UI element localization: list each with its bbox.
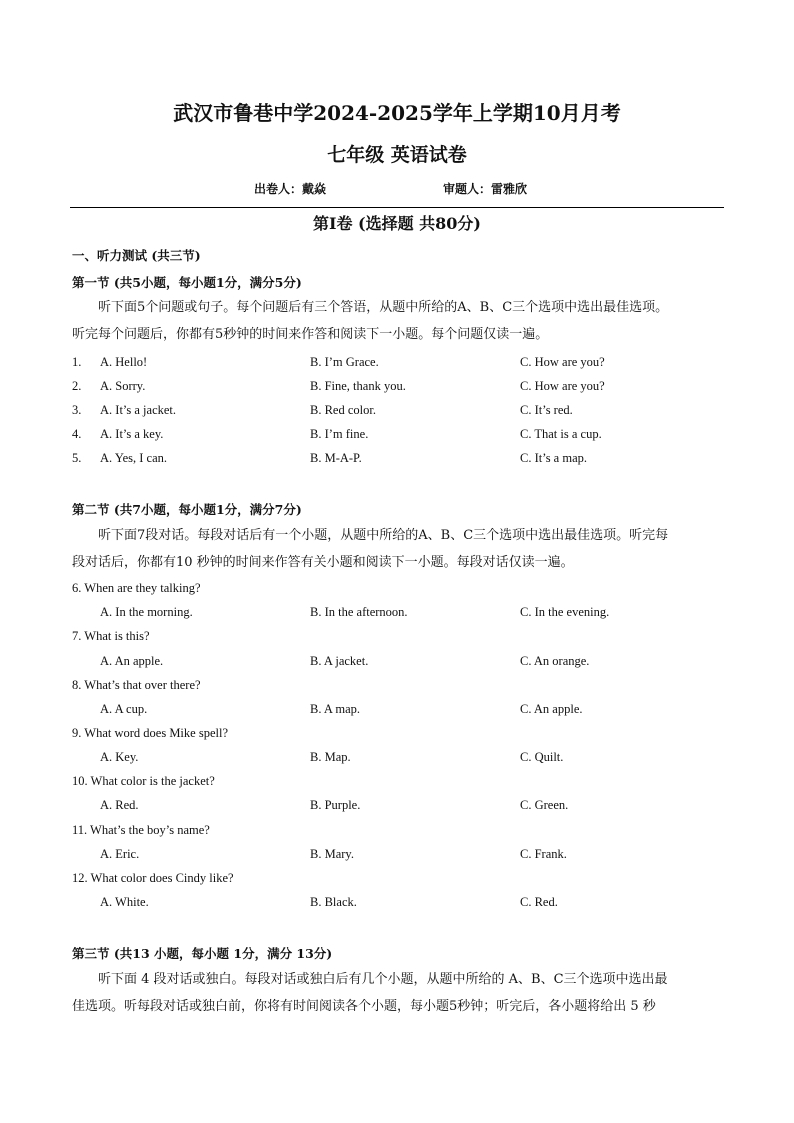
option-c: C. How are you? bbox=[520, 379, 605, 393]
sub3-heading: 第三节 (共13 小题，每小题 1分，满分 13分) bbox=[72, 946, 333, 961]
option-c: C. Frank. bbox=[520, 847, 567, 861]
question-number: 4. bbox=[72, 427, 82, 441]
option-a: A. Sorry. bbox=[100, 379, 146, 393]
sub3-instructions bbox=[72, 966, 726, 1020]
option-b: B. Map. bbox=[310, 750, 351, 764]
option-b: B. Purple. bbox=[310, 798, 361, 812]
option-b: B. In the afternoon. bbox=[310, 605, 408, 619]
sub2-instr-line2: 段对话后，你都有10 秒钟的时间来作答有关小题和阅读下一小题。每段对话仅读一遍。 bbox=[72, 555, 574, 570]
exam-title: 武汉市鲁巷中学2024-2025学年上学期10月月考 bbox=[173, 101, 621, 125]
question-text: 11. What’s the boy’s name? bbox=[72, 823, 210, 837]
sub1-heading: 第一节 (共5小题，每小题1分，满分5分) bbox=[72, 275, 302, 290]
option-c: C. An orange. bbox=[520, 654, 590, 668]
sub3-instr-line2: 佳选项。听每段对话或独白前，你将有时间阅读各个小题，每小题5秒钟；听完后，各小题将给出 5 秒 bbox=[72, 999, 656, 1014]
option-c: C. Red. bbox=[520, 895, 558, 909]
options-row bbox=[0, 847, 794, 865]
question-row bbox=[0, 403, 794, 421]
option-a: A. Hello! bbox=[100, 355, 148, 369]
option-a: A. It’s a jacket. bbox=[100, 403, 177, 417]
option-a: A. An apple. bbox=[100, 654, 164, 668]
sub1-instr-line2: 听完每个问题后，你都有5秒钟的时间来作答和阅读下一小题。每个问题仅读一遍。 bbox=[72, 327, 549, 342]
sub3-instr-line1: 听下面 4 段对话或独白。每段对话或独白后有几个小题，从题中所给的 A、B、C三个选项中选出最 bbox=[98, 972, 668, 987]
question-text: 9. What word does Mike spell? bbox=[72, 726, 228, 740]
question-text: 12. What color does Cindy like? bbox=[72, 871, 234, 885]
setter-label: 出卷人：戴焱 bbox=[254, 182, 327, 196]
part-title: 第Ⅰ卷 (选择题 共80分) bbox=[312, 214, 482, 233]
option-a: A. Red. bbox=[100, 798, 139, 812]
question-number: 3. bbox=[72, 403, 82, 417]
option-b: B. A map. bbox=[310, 702, 361, 716]
option-a: A. It’s a key. bbox=[100, 427, 164, 441]
option-b: B. Red color. bbox=[310, 403, 376, 417]
sub2-heading: 第二节 (共7小题，每小题1分，满分7分) bbox=[72, 502, 302, 517]
option-a: A. A cup. bbox=[100, 702, 148, 716]
option-c: C. That is a cup. bbox=[520, 427, 602, 441]
question-number: 1. bbox=[72, 355, 82, 369]
option-c: C. An apple. bbox=[520, 702, 583, 716]
exam-subtitle: 七年级 英语试卷 bbox=[327, 144, 467, 166]
option-b: B. Mary. bbox=[310, 847, 354, 861]
option-c: C. Green. bbox=[520, 798, 569, 812]
question-text: 8. What’s that over there? bbox=[72, 678, 201, 692]
sub1-instructions bbox=[72, 294, 726, 348]
options-row bbox=[0, 798, 794, 816]
sub2-instructions bbox=[72, 522, 726, 576]
option-c: C. Quilt. bbox=[520, 750, 564, 764]
option-b: B. Fine, thank you. bbox=[310, 379, 406, 393]
option-a: A. Key. bbox=[100, 750, 139, 764]
option-c: C. In the evening. bbox=[520, 605, 610, 619]
sub1-instr-line1: 听下面5个问题或句子。每个问题后有三个答语，从题中所给的A、B、C三个选项中选出最佳选项。 bbox=[98, 300, 669, 315]
question-row bbox=[0, 355, 794, 373]
header-divider bbox=[70, 207, 724, 208]
question-row bbox=[0, 379, 794, 397]
options-row bbox=[0, 895, 794, 913]
option-b: B. A jacket. bbox=[310, 654, 369, 668]
option-b: B. Black. bbox=[310, 895, 357, 909]
options-row bbox=[0, 702, 794, 720]
question-row bbox=[0, 427, 794, 445]
question-text: 10. What color is the jacket? bbox=[72, 774, 215, 788]
option-b: B. I’m Grace. bbox=[310, 355, 379, 369]
question-number: 2. bbox=[72, 379, 82, 393]
question-text: 7. What is this? bbox=[72, 629, 150, 643]
question-text: 6. When are they talking? bbox=[72, 581, 201, 595]
reviewer-label: 审题人：雷雅欣 bbox=[443, 182, 528, 196]
option-c: C. It’s a map. bbox=[520, 451, 588, 465]
options-row bbox=[0, 605, 794, 623]
question-number: 5. bbox=[72, 451, 82, 465]
option-a: A. Yes, I can. bbox=[100, 451, 168, 465]
options-row bbox=[0, 750, 794, 768]
option-b: B. M-A-P. bbox=[310, 451, 362, 465]
option-a: A. In the morning. bbox=[100, 605, 193, 619]
option-c: C. It’s red. bbox=[520, 403, 573, 417]
options-row bbox=[0, 654, 794, 672]
option-b: B. I’m fine. bbox=[310, 427, 369, 441]
option-a: A. White. bbox=[100, 895, 149, 909]
section-heading: 一、听力测试 (共三节) bbox=[72, 248, 201, 263]
sub2-instr-line1: 听下面7段对话。每段对话后有一个小题，从题中所给的A、B、C三个选项中选出最佳选项。听完每 bbox=[98, 528, 669, 543]
option-a: A. Eric. bbox=[100, 847, 140, 861]
option-c: C. How are you? bbox=[520, 355, 605, 369]
question-row bbox=[0, 451, 794, 469]
